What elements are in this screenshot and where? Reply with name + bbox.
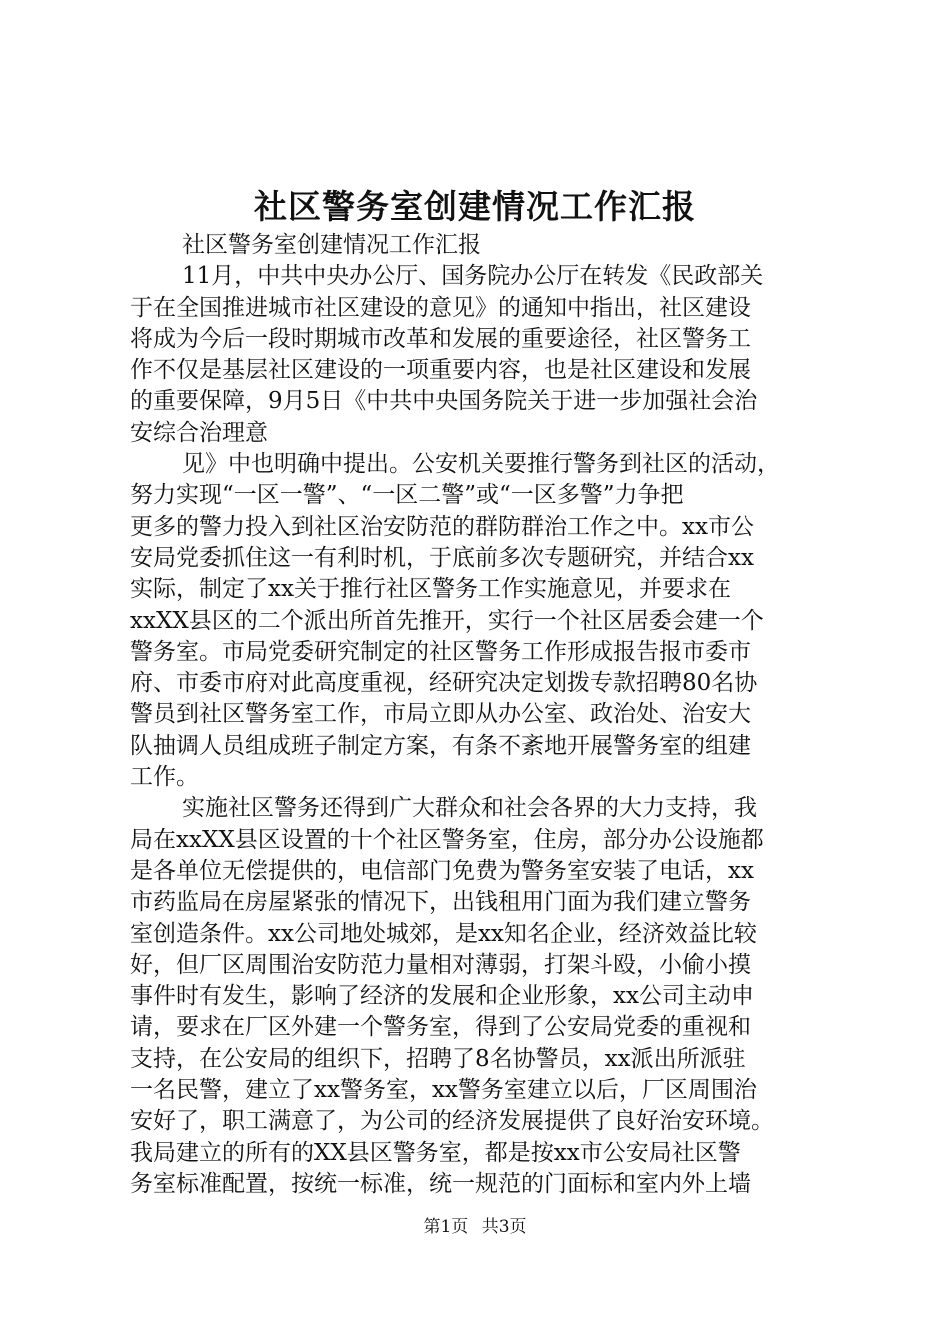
document-title: 社区警务室创建情况工作汇报 xyxy=(254,187,696,226)
body-line: 是各单位无偿提供的，电信部门免费为警务室安装了电话，xx xyxy=(130,857,754,884)
body-line: 请，要求在厂区外建一个警务室，得到了公安局党委的重视和 xyxy=(130,1014,751,1041)
body-line: 支持，在公安局的组织下，招聘了8名协警员，xx派出所派驻 xyxy=(130,1045,746,1072)
page-footer xyxy=(0,1215,950,1239)
page-number: 第1页 xyxy=(423,1217,469,1237)
body-line: 工作。 xyxy=(130,764,199,791)
body-line: 市药监局在房屋紧张的情况下，出钱租用门面为我们建立警务 xyxy=(130,889,751,916)
body-line: 室创造条件。xx公司地处城郊，是xx知名企业，经济效益比较 xyxy=(130,920,757,947)
body-line: 安综合治理意 xyxy=(130,419,268,446)
body-line: 我局建立的所有的XX县区警务室，都是按xx市公安局社区警 xyxy=(130,1139,741,1166)
body-line: 一名民警，建立了xx警务室，xx警务室建立以后，厂区周围治 xyxy=(130,1077,757,1104)
body-line: 将成为今后一段时期城市改革和发展的重要途径，社区警务工 xyxy=(130,325,751,352)
body-line: 安好了，职工满意了，为公司的经济发展提供了良好治安环境。 xyxy=(130,1108,774,1135)
body-line: 安局党委抓住这一有利时机，于底前多次专题研究，并结合xx xyxy=(130,544,754,571)
body-line: 社区警务室创建情况工作汇报 xyxy=(182,232,481,258)
body-line: 作不仅是基层社区建设的一项重要内容，也是社区建设和发展 xyxy=(130,357,751,384)
body-line: 于在全国推进城市社区建设的意见》的通知中指出，社区建设 xyxy=(130,294,751,321)
body-line: 11月，中共中央办公厅、国务院办公厅在转发《民政部关 xyxy=(182,263,764,290)
body-line: 实施社区警务还得到广大群众和社会各界的大力支持，我 xyxy=(182,795,757,822)
body-line: 队抽调人员组成班子制定方案，有条不紊地开展警务室的组建 xyxy=(130,732,751,759)
body-line: 局在xxXX县区设置的十个社区警务室，住房，部分办公设施都 xyxy=(130,826,764,853)
body-line: 的重要保障，9月5日《中共中央国务院关于进一步加强社会治 xyxy=(130,388,758,415)
body-line: 警务室。市局党委研究制定的社区警务工作形成报告报市委市 xyxy=(130,638,751,665)
body-line: 见》中也明确中提出。公安机关要推行警务到社区的活动， xyxy=(182,451,780,478)
body-line: 努力实现“一区一警”、“一区二警”或“一区多警”力争把 xyxy=(130,482,684,509)
body-line: 务室标准配置，按统一标准，统一规范的门面标和室内外上墙 xyxy=(130,1170,751,1197)
body-line: 府、市委市府对此高度重视，经研究决定划拨专款招聘80名协 xyxy=(130,670,758,697)
body-line: 实际，制定了xx关于推行社区警务工作实施意见，并要求在 xyxy=(130,576,731,603)
body-line: 警员到社区警务室工作，市局立即从办公室、政治处、治安大 xyxy=(130,701,751,728)
body-line: 好，但厂区周围治安防范力量相对薄弱，打架斗殴，小偷小摸 xyxy=(130,951,751,978)
document-body xyxy=(130,230,834,1200)
body-line: 事件时有发生，影响了经济的发展和企业形象，xx公司主动申 xyxy=(130,983,754,1010)
body-line: xxXX县区的二个派出所首先推开，实行一个社区居委会建一个 xyxy=(130,607,764,634)
body-line: 更多的警力投入到社区治安防范的群防群治工作之中。xx市公 xyxy=(130,513,754,540)
page-total: 共3页 xyxy=(481,1217,527,1237)
